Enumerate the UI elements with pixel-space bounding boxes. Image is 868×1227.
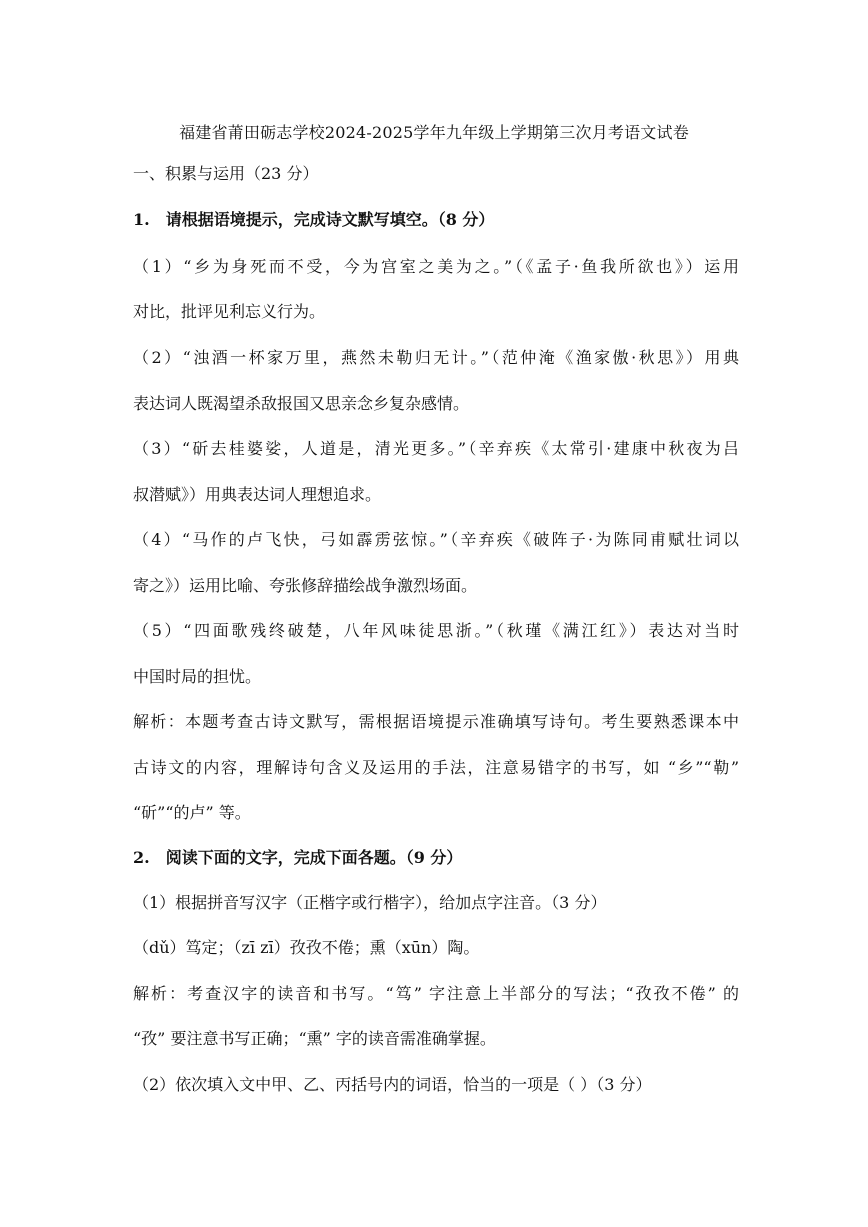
question-2-sub-1: （1）根据拼音写汉字（正楷字或行楷字），给加点字注音。（3 分）	[133, 893, 607, 912]
question-1-item-3-line-1: （3）“斫去桂婆娑，人道是，清光更多。”（辛弃疾《太常引·建康中秋夜为吕	[133, 439, 739, 458]
section-heading: 一、积累与运用（23 分）	[133, 164, 319, 183]
question-1-analysis-line-1: 解析：本题考查古诗文默写，需根据语境提示准确填写诗句。考生要熟悉课本中	[133, 712, 739, 731]
question-1-item-1-line-1: （1）“乡为身死而不受，今为宫室之美为之。”（《孟子·鱼我所欲也》）运用	[133, 257, 739, 276]
question-1-item-5-line-2: 中国时局的担忧。	[133, 667, 262, 686]
question-1-item-1-line-2: 对比，批评见利忘义行为。	[133, 302, 326, 321]
question-2-sub-2: （2）依次填入文中甲、乙、丙括号内的词语，恰当的一项是（ ）（3 分）	[133, 1075, 652, 1094]
question-1-item-4-line-1: （4）“马作的卢飞快，弓如霹雳弦惊。”（辛弃疾《破阵子·为陈同甫赋壮词以	[133, 530, 739, 549]
question-1-item-3-line-2: 叔潜赋》）用典表达词人理想追求。	[133, 485, 382, 504]
question-1-item-2-line-1: （2）“浊酒一杯家万里，燕然未勒归无计。”（范仲淹《渔家傲·秋思》）用典	[133, 348, 739, 367]
question-1-analysis-line-2: 古诗文的内容，理解诗句含义及运用的手法，注意易错字的书写，如 “乡”“勒”	[133, 758, 739, 777]
question-1-analysis-line-3: “斫”“的卢” 等。	[133, 803, 251, 822]
question-2-analysis-line-2: “孜” 要注意书写正确；“熏” 字的读音需准确掌握。	[133, 1029, 496, 1048]
question-2-sub-1-answer: （dǔ）笃定；（zī zī）孜孜不倦；熏（xūn）陶。	[133, 938, 480, 957]
question-1-item-4-line-2: 寄之》）运用比喻、夸张修辞描绘战争激烈场面。	[133, 576, 478, 595]
document-title: 福建省莆田砺志学校2024-2025学年九年级上学期第三次月考语文试卷	[179, 123, 689, 142]
question-1-item-2-line-2: 表达词人既渴望杀敌报国又思亲念乡复杂感情。	[133, 394, 470, 413]
question-2-heading: 2. 阅读下面的文字，完成下面各题。（9 分）	[133, 848, 463, 867]
question-1-heading: 1. 请根据语境提示，完成诗文默写填空。（8 分）	[133, 210, 495, 229]
question-2-analysis-line-1: 解析：考查汉字的读音和书写。“笃” 字注意上半部分的写法；“孜孜不倦” 的	[133, 984, 739, 1003]
question-1-item-5-line-1: （5）“四面歌残终破楚，八年风味徒思浙。”（秋瑾《满江红》）表达对当时	[133, 621, 739, 640]
